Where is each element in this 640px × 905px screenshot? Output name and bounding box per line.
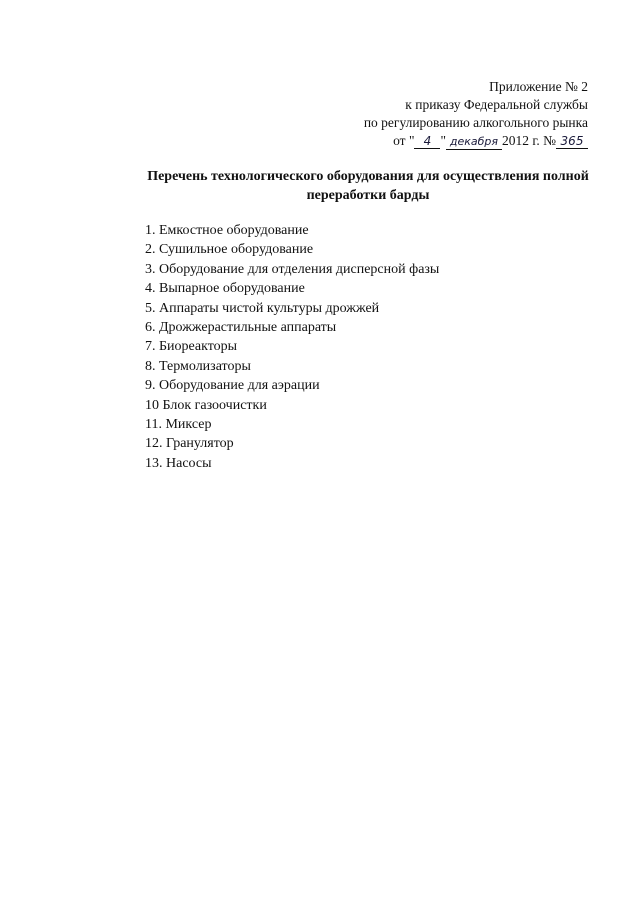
order-date-line [328,132,588,150]
list-item: 8. Термолизаторы [145,358,251,374]
list-item: 2. Сушильное оборудование [145,242,314,258]
order-day-handwritten: 4 [414,134,440,149]
list-item: 3. Оборудование для отделения дисперсной фазы [145,261,440,277]
appendix-agency: по регулированию алкогольного рынка [363,115,588,130]
order-year: 2012 г. № [501,133,556,148]
list-item: 11. Миксер [145,417,212,433]
list-item: 7. Биореакторы [145,339,238,355]
order-month-handwritten: декабря [446,135,502,150]
list-item: 6. Дрожжерастильные аппараты [145,320,337,336]
appendix-order-ref: к приказу Федеральной службы [405,97,588,112]
order-quote: " [440,133,446,148]
list-item: 5. Аппараты чистой культуры дрожжей [145,300,380,316]
list-item: 13. Насосы [145,455,212,471]
order-number-handwritten: 365 [556,134,588,149]
appendix-header [328,78,588,150]
equipment-list [145,221,439,473]
list-item: 1. Емкостное оборудование [145,223,309,238]
list-item: 9. Оборудование для аэрации [145,378,320,394]
appendix-number: Приложение № 2 [489,79,588,94]
list-item: 4. Выпарное оборудование [145,281,305,297]
document-title: Перечень технологического оборудования для осуществления полной переработки барды [147,169,589,203]
order-prefix: от " [393,133,415,148]
list-item: 12. Гранулятор [145,436,234,452]
list-item: 10 Блок газоочистки [145,397,267,413]
